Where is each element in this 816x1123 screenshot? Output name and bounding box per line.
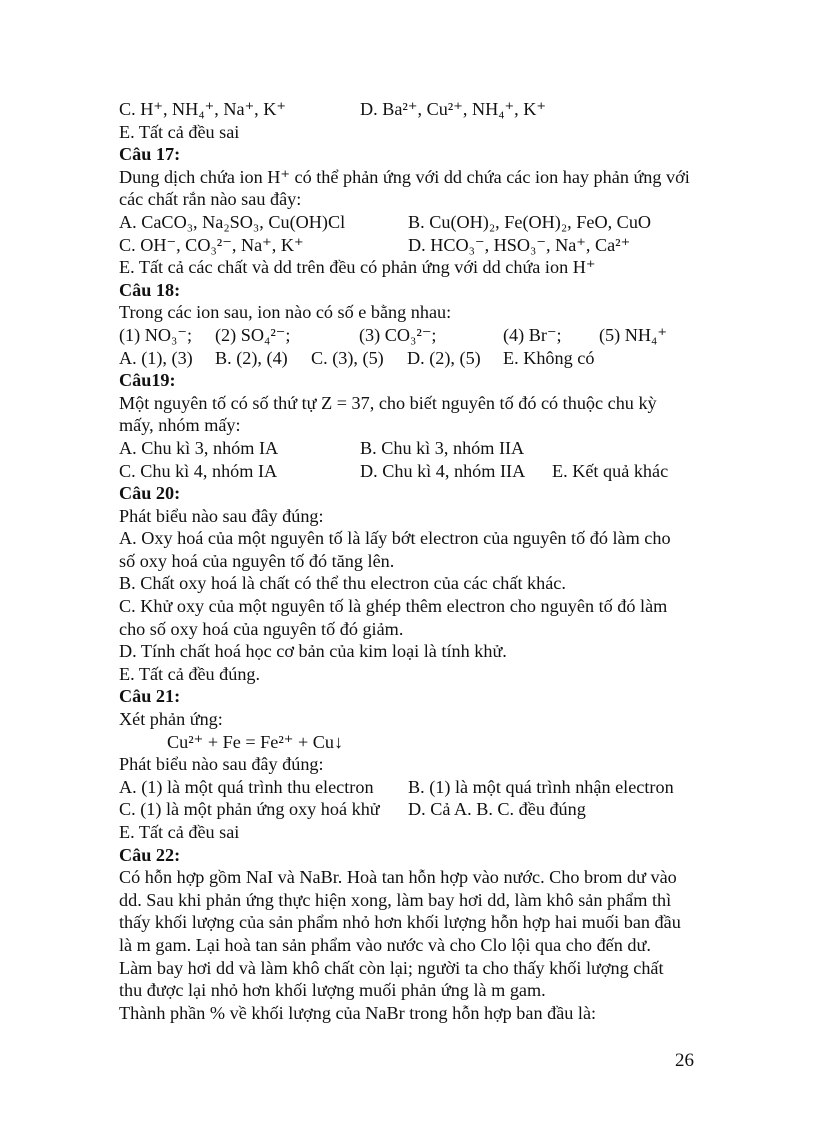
q18-ion-3: (3) CO₃²⁻; bbox=[359, 324, 437, 345]
q21-stem: Xét phản ứng: bbox=[119, 709, 223, 730]
q20-title: Câu 20: bbox=[119, 483, 181, 504]
q18-option-b: B. (2), (4) bbox=[215, 347, 288, 368]
q18-ion-4: (4) Br⁻; bbox=[503, 324, 562, 345]
q20-option-a-line1: A. Oxy hoá của một nguyên tố là lấy bớt electron của nguyên tố đó làm cho bbox=[119, 528, 671, 549]
document-page bbox=[119, 98, 719, 1024]
q22-line-7: Thành phần % về khối lượng của NaBr trong hỗn hợp ban đầu là: bbox=[119, 1002, 597, 1023]
q21-options-cd bbox=[119, 798, 719, 821]
q21-option-d: D. Cả A. B. C. đều đúng bbox=[408, 799, 586, 820]
q18-option-e: E. Không có bbox=[503, 347, 595, 368]
q20-option-b: B. Chất oxy hoá là chất có thể thu electron của các chất khác. bbox=[119, 573, 566, 594]
q19-options-ab bbox=[119, 437, 719, 460]
q16-option-c: C. H⁺, NH₄⁺, Na⁺, K⁺ bbox=[119, 99, 286, 119]
q22-line-2: dd. Sau khi phản ứng thực hiện xong, làm bay hơi dd, làm khô sản phẩm thì bbox=[119, 889, 672, 910]
q18-ion-1: (1) NO₃⁻; bbox=[119, 324, 193, 345]
q18-stem: Trong các ion sau, ion nào có số e bằng nhau: bbox=[119, 302, 452, 323]
q22-title: Câu 22: bbox=[119, 844, 181, 865]
q17-stem-line2: các chất rắn nào sau đây: bbox=[119, 189, 302, 210]
q19-stem-line1: Một nguyên tố có số thứ tự Z = 37, cho biết nguyên tố đó có thuộc chu kỳ bbox=[119, 392, 657, 413]
q21-option-e: E. Tất cả đều sai bbox=[119, 822, 240, 842]
q18-ion-2: (2) SO₄²⁻; bbox=[215, 324, 291, 345]
page-number: 26 bbox=[675, 1050, 694, 1071]
q22-line-4: là m gam. Lại hoà tan sản phẩm vào nước và cho Clo lội qua cho đến dư. bbox=[119, 934, 651, 955]
q17-options-ab bbox=[119, 211, 719, 234]
q17-options-cd bbox=[119, 234, 719, 257]
q19-option-c: C. Chu kì 4, nhóm IA bbox=[119, 460, 278, 481]
q19-title: Câu19: bbox=[119, 370, 176, 391]
q17-option-e: E. Tất cả các chất và dd trên đều có phản ứng với dd chứa ion H⁺ bbox=[119, 257, 596, 278]
q18-option-a: A. (1), (3) bbox=[119, 347, 193, 368]
q18-ion-5: (5) NH₄⁺ bbox=[599, 324, 667, 345]
q20-option-a-line2: số oxy hoá của nguyên tố đó tăng lên. bbox=[119, 550, 395, 571]
q20-option-d: D. Tính chất hoá học cơ bản của kim loại là tính khử. bbox=[119, 641, 507, 662]
q18-option-c: C. (3), (5) bbox=[311, 347, 384, 368]
q21-option-c: C. (1) là một phản ứng oxy hoá khử bbox=[119, 799, 380, 820]
q21-title: Câu 21: bbox=[119, 686, 181, 707]
q18-options bbox=[119, 347, 719, 370]
q20-stem: Phát biểu nào sau đây đúng: bbox=[119, 505, 324, 526]
q20-option-c-line1: C. Khử oxy của một nguyên tố là ghép thêm electron cho nguyên tố đó làm bbox=[119, 596, 668, 617]
q21-option-b: B. (1) là một quá trình nhận electron bbox=[408, 776, 674, 797]
q17-title: Câu 17: bbox=[119, 144, 181, 165]
q16-option-d: D. Ba²⁺, Cu²⁺, NH₄⁺, K⁺ bbox=[360, 99, 546, 119]
q19-option-e: E. Kết quả khác bbox=[552, 460, 669, 481]
q20-option-e: E. Tất cả đều đúng. bbox=[119, 663, 261, 684]
q22-line-5: Làm bay hơi dd và làm khô chất còn lại; người ta cho thấy khối lượng chất bbox=[119, 957, 664, 978]
q19-options-cde bbox=[119, 460, 719, 483]
q18-option-d: D. (2), (5) bbox=[407, 347, 481, 368]
q21-stem2: Phát biểu nào sau đây đúng: bbox=[119, 754, 324, 775]
q19-option-a: A. Chu kì 3, nhóm IA bbox=[119, 437, 279, 458]
q22-line-6: thu được lại nhỏ hơn khối lượng muối phản ứng là m gam. bbox=[119, 980, 546, 1001]
q18-title: Câu 18: bbox=[119, 279, 181, 300]
q22-line-1: Có hỗn hợp gồm NaI và NaBr. Hoà tan hỗn hợp vào nước. Cho brom dư vào bbox=[119, 867, 677, 888]
q17-option-c: C. OH⁻, CO₃²⁻, Na⁺, K⁺ bbox=[119, 234, 304, 255]
q16-options-cd bbox=[119, 98, 719, 121]
q17-stem-line1: Dung dịch chứa ion H⁺ có thể phản ứng với dd chứa các ion hay phản ứng với bbox=[119, 166, 690, 187]
q22-line-3: thấy khối lượng của sản phẩm nhỏ hơn khối lượng hỗn hợp hai muối ban đầu bbox=[119, 912, 681, 933]
q17-option-b: B. Cu(OH)₂, Fe(OH)₂, FeO, CuO bbox=[408, 211, 652, 232]
q21-option-a: A. (1) là một quá trình thu electron bbox=[119, 776, 374, 797]
q17-option-d: D. HCO₃⁻, HSO₃⁻, Na⁺, Ca²⁺ bbox=[408, 234, 631, 255]
q21-equation: Cu²⁺ + Fe = Fe²⁺ + Cu↓ bbox=[167, 731, 344, 752]
q17-option-a: A. CaCO₃, Na₂SO₃, Cu(OH)Cl bbox=[119, 211, 346, 232]
q16-option-e: E. Tất cả đều sai bbox=[119, 121, 240, 142]
q21-options-ab bbox=[119, 776, 719, 799]
q19-option-d: D. Chu kì 4, nhóm IIA bbox=[360, 460, 526, 481]
q19-stem-line2: mấy, nhóm mấy: bbox=[119, 415, 241, 436]
q18-ions bbox=[119, 324, 719, 347]
q20-option-c-line2: cho số oxy hoá của nguyên tố đó giảm. bbox=[119, 618, 404, 639]
q19-option-b: B. Chu kì 3, nhóm IIA bbox=[360, 437, 525, 458]
